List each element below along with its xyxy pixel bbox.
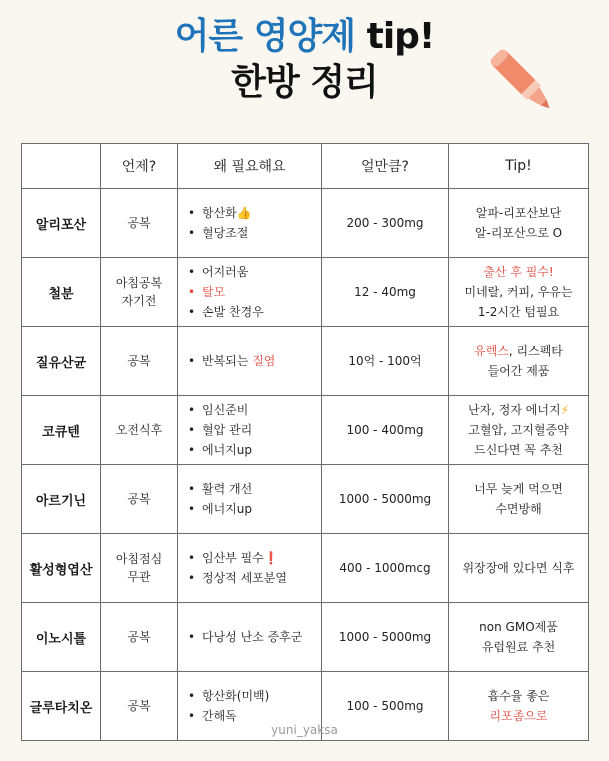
table-header-row (22, 144, 589, 189)
thumbs-up-icon: 👍 (236, 206, 252, 220)
reason-item: • 항산화(미백) (188, 686, 320, 706)
exclamation-icon: ❗ (263, 551, 279, 565)
reasons-cell (178, 189, 322, 258)
reason-text: 반복되는 (202, 354, 249, 368)
when-text: 오전식후 (115, 423, 163, 437)
table-row (22, 534, 589, 603)
tip-line-highlight: 리포좀으로 (489, 709, 548, 723)
tip-line: 미네랄, 커피, 우유는 (464, 285, 573, 299)
supplement-name: 글루타치온 (22, 672, 101, 741)
reasons-cell (178, 327, 322, 396)
reason-item (188, 203, 320, 223)
tip-highlight: 유렉스 (474, 344, 509, 358)
when-text: 아침점심 (115, 552, 163, 566)
reason-item: • 에너지up (188, 499, 320, 519)
when-text: 공복 (127, 216, 151, 230)
supplement-name: 알리포산 (22, 189, 101, 258)
tip-line: 위장장애 있다면 식후 (462, 561, 575, 575)
amount-cell: 100 - 500mg (322, 672, 449, 741)
reason-item: • 혈압 관리 (188, 420, 320, 440)
reason-item (188, 548, 320, 568)
tip-cell (449, 465, 589, 534)
header-tip: Tip! (449, 144, 589, 189)
title-blue-text: 어른 영양제 (174, 16, 356, 57)
reasons-cell (178, 258, 322, 327)
when-text: 공복 (127, 630, 151, 644)
reasons-cell (178, 603, 322, 672)
reason-highlight: 질염 (252, 354, 276, 368)
tip-text: , 리스펙타 (508, 344, 563, 358)
header-when: 언제? (101, 144, 178, 189)
when-cell (101, 258, 178, 327)
supplement-name: 활성형엽산 (22, 534, 101, 603)
supplement-name: 질유산균 (22, 327, 101, 396)
reason-text: 혈당조절 (202, 226, 249, 240)
amount-cell: 1000 - 5000mg (322, 603, 449, 672)
tip-line: 들어간 제품 (487, 364, 550, 378)
reason-item: • 정상적 세포분열 (188, 568, 320, 588)
table-row (22, 327, 589, 396)
supplement-name: 아르기닌 (22, 465, 101, 534)
tip-text: 난자, 정자 에너지 (467, 403, 561, 417)
tip-cell (449, 327, 589, 396)
tip-line: non GMO제품 (479, 620, 558, 634)
reason-item: • 활력 개선 (188, 479, 320, 499)
header-amount: 얼만큼? (322, 144, 449, 189)
tip-line: 수면방해 (495, 502, 542, 516)
reasons-cell (178, 465, 322, 534)
amount-cell: 400 - 1000mcg (322, 534, 449, 603)
when-cell (101, 189, 178, 258)
amount-cell: 100 - 400mg (322, 396, 449, 465)
supplement-name: 이노시톨 (22, 603, 101, 672)
tip-line: 드신다면 꼭 추천 (474, 443, 563, 457)
reason-item (188, 223, 320, 243)
reason-item-highlight: • 탈모 (188, 282, 320, 302)
when-cell (101, 603, 178, 672)
reasons-cell (178, 396, 322, 465)
reason-item: • 임신준비 (188, 400, 320, 420)
when-text: 공복 (127, 699, 151, 713)
tip-line (450, 341, 587, 361)
when-cell (101, 327, 178, 396)
when-cell (101, 396, 178, 465)
reason-item: • 다낭성 난소 증후군 (188, 627, 320, 647)
tip-cell (449, 189, 589, 258)
supplement-name: 철분 (22, 258, 101, 327)
when-text: 아침공복 (115, 276, 163, 290)
reasons-cell (178, 534, 322, 603)
tip-cell (449, 396, 589, 465)
tip-line: 고혈압, 고지혈증약 (468, 423, 569, 437)
amount-cell: 200 - 300mg (322, 189, 449, 258)
tip-line (450, 400, 587, 420)
tip-line: 유럽원료 추천 (481, 640, 556, 654)
when-cell (101, 465, 178, 534)
supplement-name: 코큐텐 (22, 396, 101, 465)
when-text: 자기전 (121, 294, 157, 308)
table-row (22, 603, 589, 672)
when-text: 공복 (127, 492, 151, 506)
reason-item: • 어지러움 (188, 262, 320, 282)
table-row (22, 396, 589, 465)
title-tip-text: tip! (366, 16, 435, 57)
reason-item: • 손발 찬경우 (188, 302, 320, 322)
lightning-icon: ⚡ (560, 403, 570, 417)
author-watermark: yuni_yaksa (271, 723, 338, 737)
marker-icon (484, 40, 564, 120)
amount-cell: 1000 - 5000mg (322, 465, 449, 534)
reason-item: • 간해독 (188, 706, 320, 726)
tip-line: 1-2시간 텀필요 (477, 305, 560, 319)
tip-line: 알파-리포산보단 (475, 206, 562, 220)
header-why: 왜 필요해요 (178, 144, 322, 189)
table-row (22, 258, 589, 327)
tip-line-highlight: 출산 후 필수! (483, 265, 554, 279)
reason-text: 항산화 (202, 206, 237, 220)
reason-item (188, 351, 320, 371)
reason-text: 임산부 필수 (202, 551, 264, 565)
when-cell (101, 534, 178, 603)
when-text: 무관 (127, 570, 151, 584)
title-line-2: 한방 정리 (231, 62, 378, 103)
tip-line: 흡수율 좋은 (487, 689, 550, 703)
reason-item: • 에너지up (188, 440, 320, 460)
tip-cell (449, 258, 589, 327)
table-row (22, 465, 589, 534)
header-empty (22, 144, 101, 189)
tip-line: 알-리포산으로 O (474, 226, 563, 240)
tip-line: 너무 늦게 먹으면 (474, 482, 563, 496)
supplement-table (21, 143, 589, 741)
when-text: 공복 (127, 354, 151, 368)
tip-cell (449, 603, 589, 672)
amount-cell: 12 - 40mg (322, 258, 449, 327)
table-row (22, 189, 589, 258)
tip-cell (449, 534, 589, 603)
amount-cell: 10억 - 100억 (322, 327, 449, 396)
